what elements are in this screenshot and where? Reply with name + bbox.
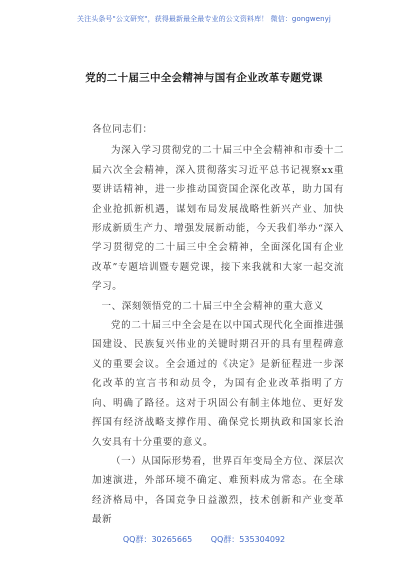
document-body bbox=[92, 120, 344, 530]
intro-paragraph: 为深入学习贯彻党的二十届三中全会精神和市委十二届六次全会精神，深入贯彻落实习近平总书记视察xx重要讲话精神，进一步推动国资国企深化改革，助力国有企业抢抓新机遇，谋划布局发展战略性新兴产业、加快形成新质生产力、增强发展新动能，今天我们举办“深入学习贯彻党的二十届三中全会精神，全面深化国有企业改革”专题培训暨专题党课，接下来我就和大家一起交流学习。 bbox=[92, 145, 344, 293]
footer-qq-group-2: QQ群：535304092 bbox=[210, 535, 286, 544]
footer-qq-group-1: QQ群：30265665 bbox=[122, 535, 193, 544]
header-promo-note: 关注头条号"公文研究"，获得最新最全最专业的公文资料库！ 微信：gongwenyj bbox=[77, 15, 331, 23]
document-title: 党的二十届三中全会精神与国有企业改革专题党课 bbox=[85, 72, 323, 84]
salutation: 各位同志们： bbox=[92, 124, 153, 135]
footer-contact bbox=[0, 534, 408, 545]
section-paragraph: 党的二十届三中全会是在以中国式现代化全面推进强国建设、民族复兴伟业的关键时期召开的具有里程碑意义的重要会议。全会通过的《决定》是新征程进一步深化改革的宣言书和动员令，为国有企业改革指明了方向、明确了路径。这对于巩固公有制主体地位、更好发挥国有经济战略支撑作用、确保党长期执政和国家长治久安具有十分重要的意义。 bbox=[92, 320, 344, 448]
subsection-paragraph: （一）从国际形势看，世界百年变局全方位、深层次加速演进，外部环境不确定、难预料成为常态。在全球经济格局中，各国竞争日益激烈，技术创新和产业变革最新 bbox=[92, 455, 344, 526]
section-heading: 一、深刻领悟党的二十届三中全会精神的重大意义 bbox=[101, 300, 324, 312]
